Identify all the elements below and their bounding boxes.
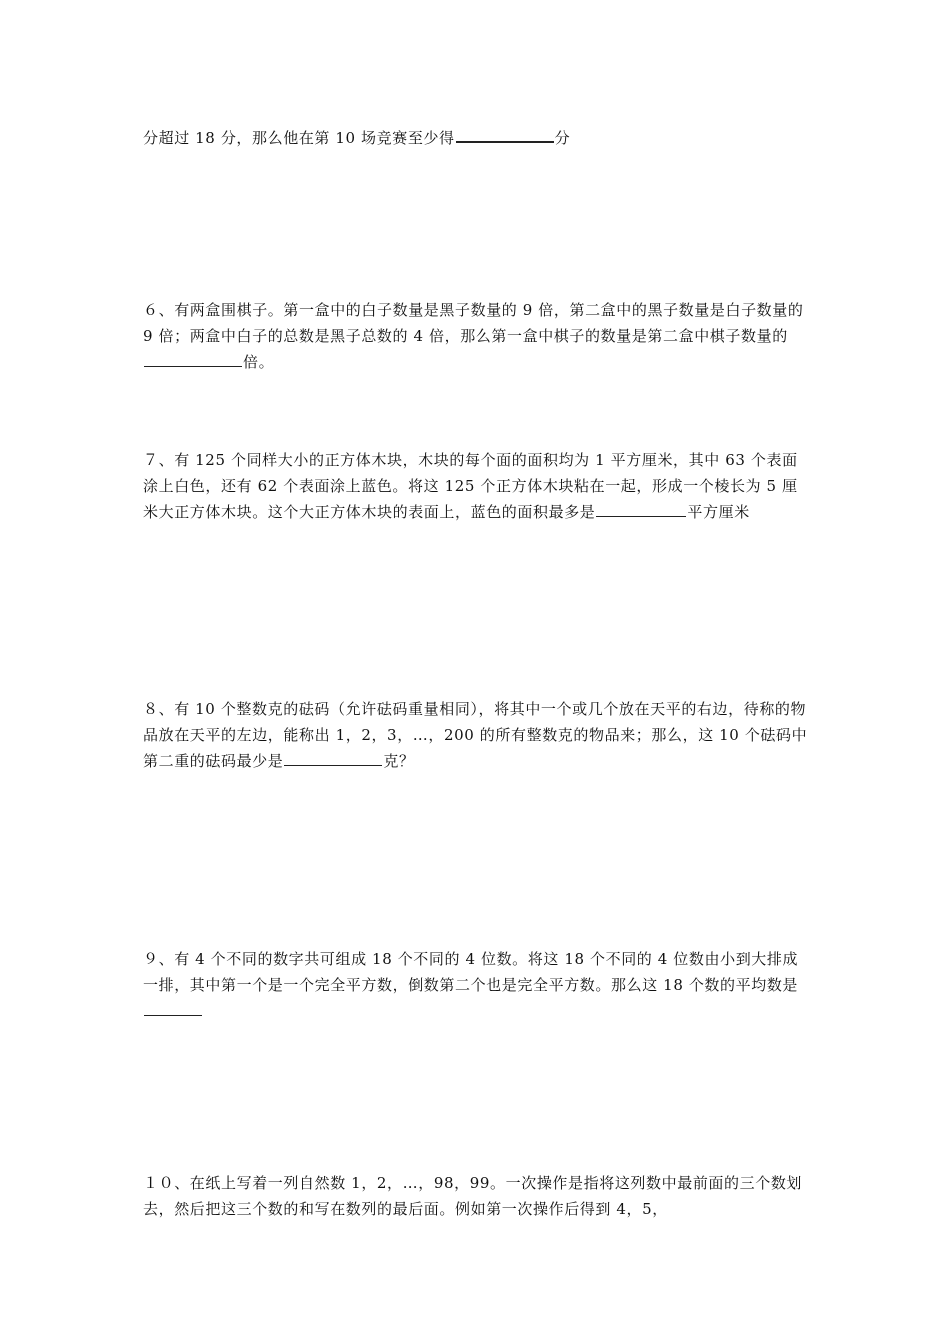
problem-6 <box>143 297 811 375</box>
answer-blank-6[interactable] <box>144 352 242 367</box>
problem-9-text: ９、有 4 个不同的数字共可组成 18 个不同的 4 位数。将这 18 个不同的 4 位数由小到大排成一排，其中第一个是一个完全平方数，倒数第二个也是完全平方数。那么这 18 个数的平均数是 <box>143 950 799 994</box>
problem-6-text: ６、有两盒围棋子。第一盒中的白子数量是黑子数量的 9 倍，第二盒中的黑子数量是白子数量的 9 倍；两盒中白子的总数是黑子总数的 4 倍，那么第一盒中棋子的数量是第二盒中棋子数量的 <box>143 301 804 345</box>
problem-8-text: ８、有 10 个整数克的砝码（允许砝码重量相同），将其中一个或几个放在天平的右边，待称的物品放在天平的左边，能称出 1，2，3，…，200 的所有整数克的物品来；那么，这 10 个砝码中第二重的砝码最少是 <box>143 700 808 770</box>
problem-10 <box>143 1170 811 1222</box>
problem-8 <box>143 696 811 774</box>
answer-blank-5[interactable] <box>456 127 554 143</box>
problem-5-text: 分超过 18 分，那么他在第 10 场竞赛至少得 <box>143 129 455 147</box>
problem-5-unit: 分 <box>554 129 571 147</box>
problem-7 <box>143 447 811 525</box>
answer-blank-9[interactable] <box>144 1001 202 1016</box>
answer-blank-8[interactable] <box>284 751 382 766</box>
problem-5-tail <box>143 125 811 151</box>
problem-7-text: ７、有 125 个同样大小的正方体木块，木块的每个面的面积均为 1 平方厘米，其中 63 个表面涂上白色，还有 62 个表面涂上蓝色。将这 125 个正方体木块粘在一起，形成一个棱长为 5 厘米大正方体木块。这个大正方体木块的表面上，蓝色的面积最多是 <box>143 451 798 521</box>
problem-9 <box>143 946 811 1024</box>
problem-7-unit: 平方厘米 <box>687 503 750 521</box>
problem-6-unit: 倍。 <box>243 353 275 371</box>
problem-10-text: １０、在纸上写着一列自然数 1，2，…，98，99。一次操作是指将这列数中最前面的三个数划去，然后把这三个数的和写在数列的最后面。例如第一次操作后得到 4，5， <box>143 1174 803 1218</box>
answer-blank-7[interactable] <box>596 502 686 517</box>
problem-8-unit: 克？ <box>383 752 415 770</box>
